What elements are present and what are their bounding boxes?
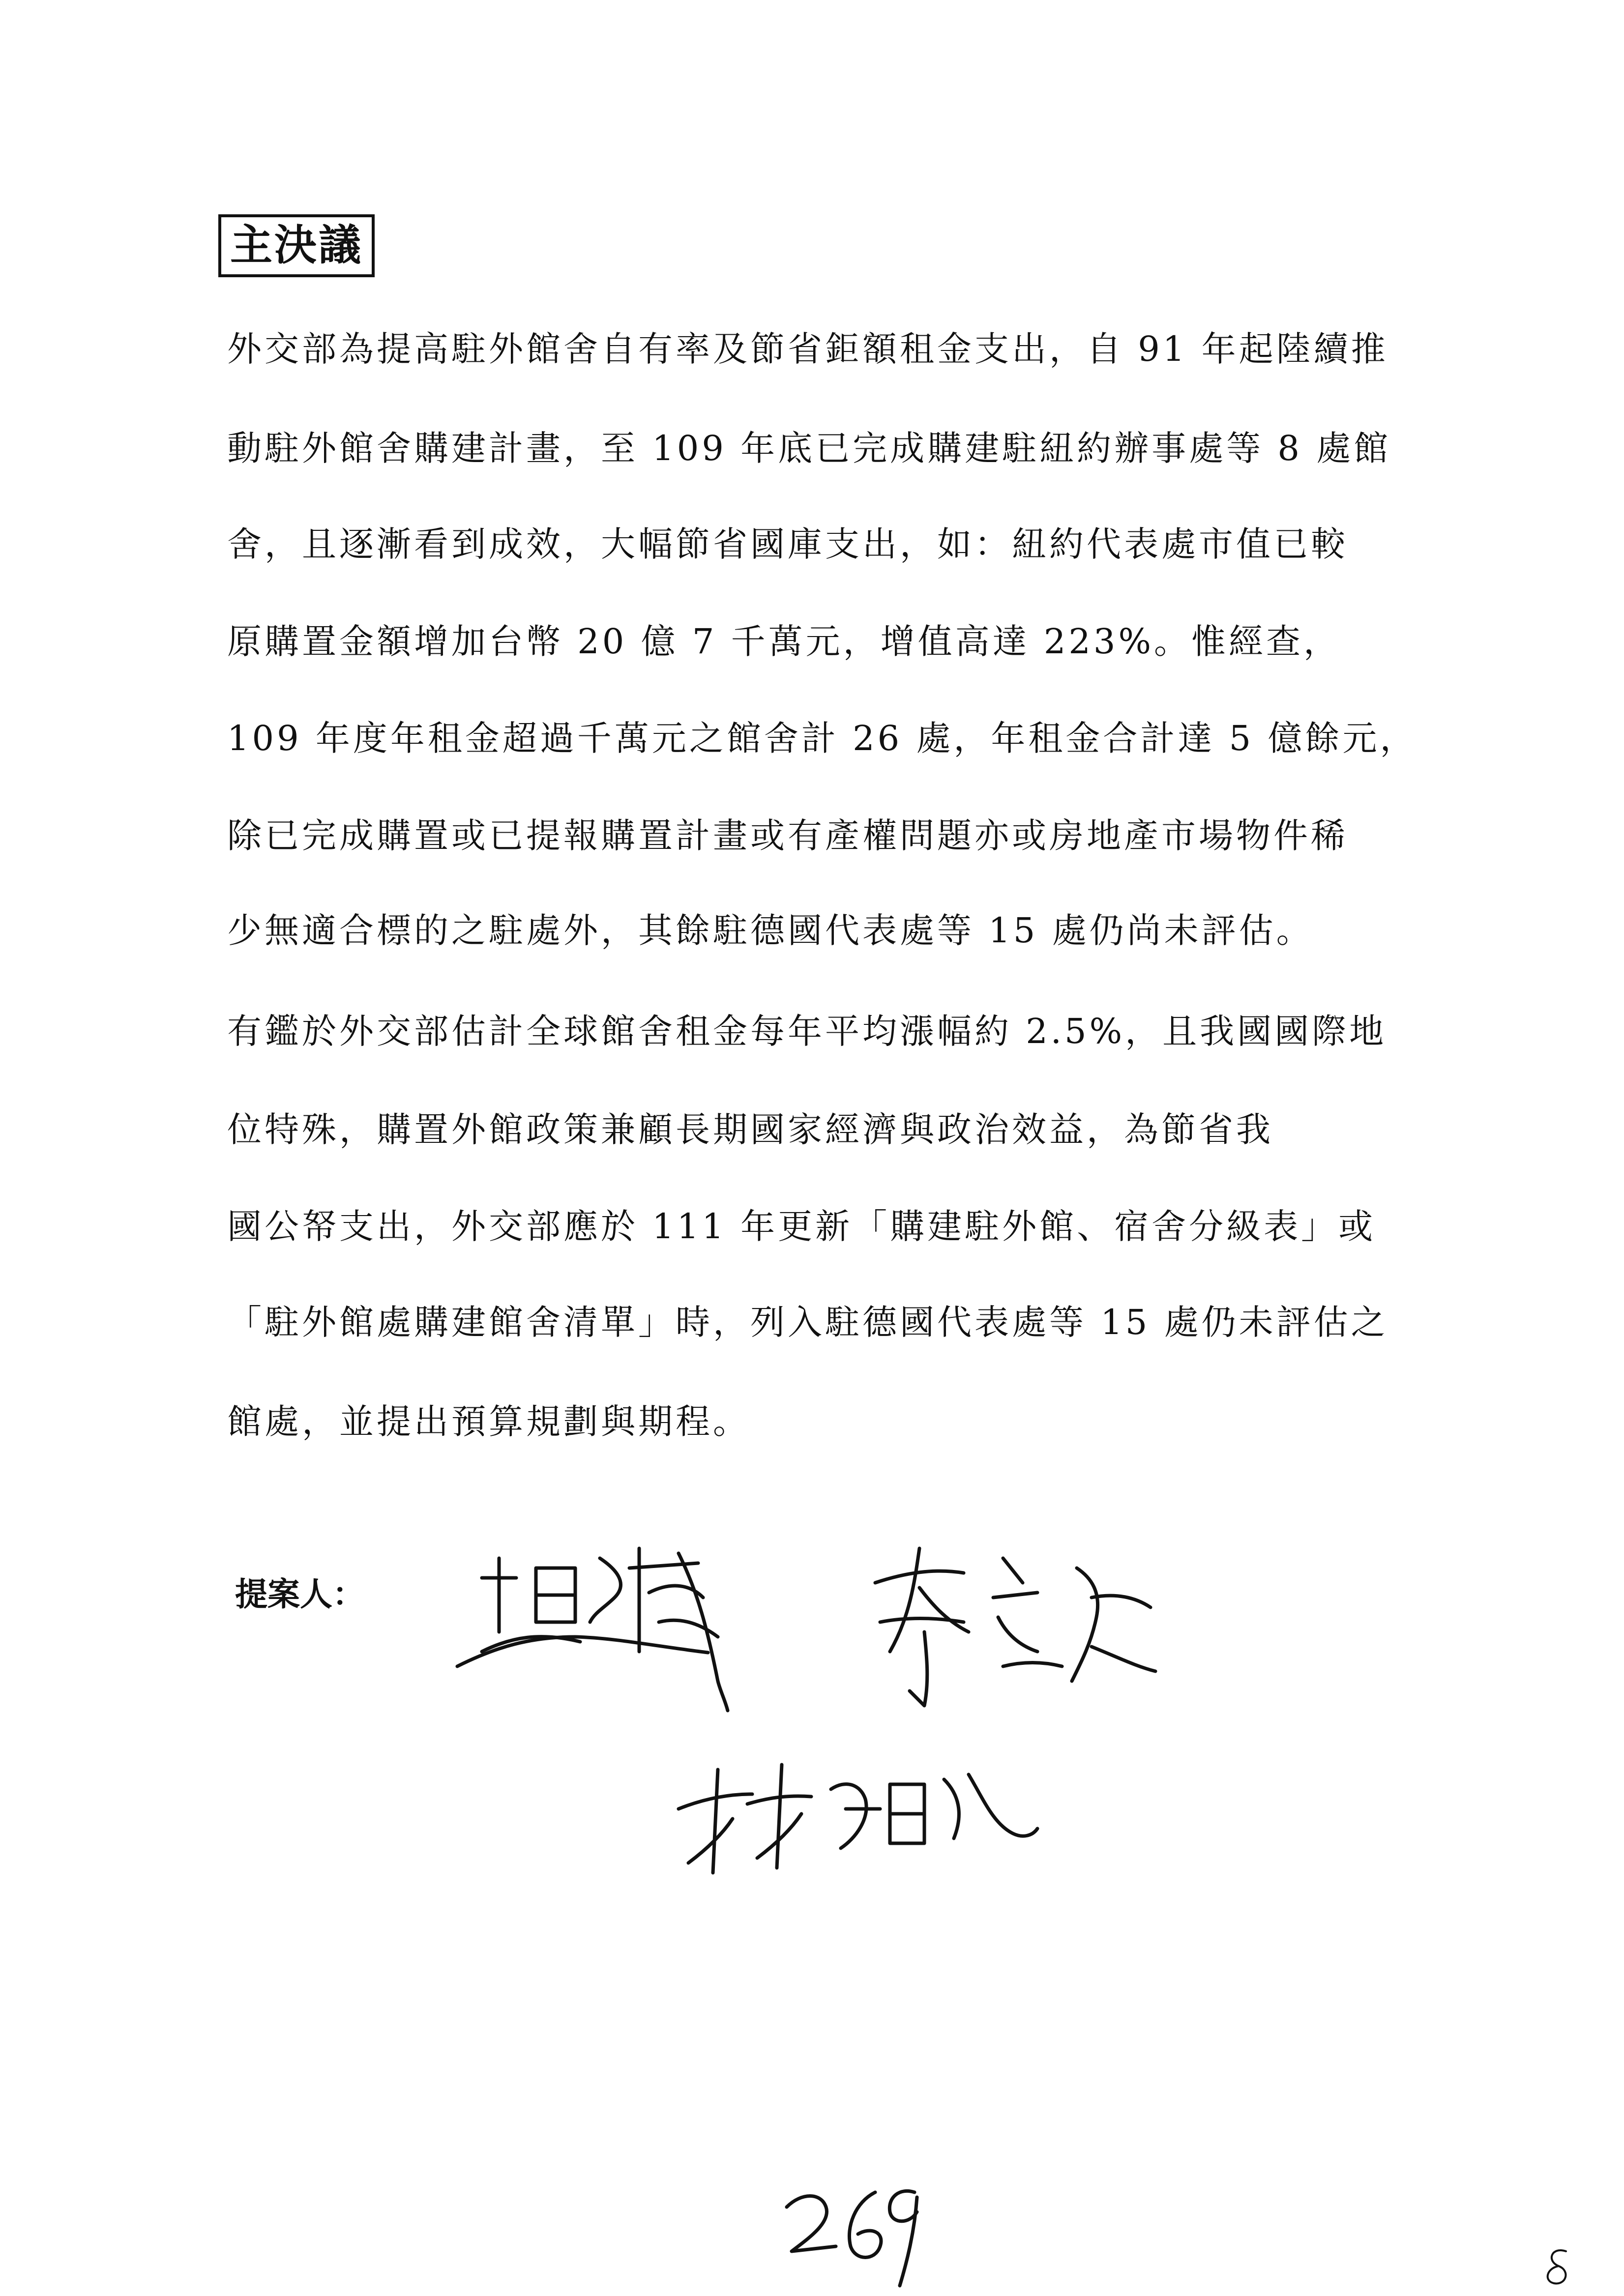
paragraph-line: 除已完成購置或已提報購置計畫或有產權問題亦或房地產市場物件稀 <box>227 815 1348 856</box>
signature-1 <box>452 1524 797 1720</box>
paragraph-line: 109 年度年租金超過千萬元之館舍計 26 處，年租金合計達 5 億餘元， <box>227 718 1417 758</box>
paragraph-line: 原購置金額增加台幣 20 億 7 千萬元，增值高達 223%。惟經查， <box>227 621 1341 662</box>
paragraph-line: 位特殊，購置外館政策兼顧長期國家經濟與政治效益，為節省我 <box>227 1109 1273 1150</box>
paragraph-line: 動駐外館舍購建計畫，至 109 年底已完成購建駐紐約辦事處等 8 處館 <box>227 428 1391 468</box>
section-title-box: 主決議 <box>218 214 375 277</box>
signature-3 <box>669 1750 1042 1897</box>
paragraph-line: 國公帑支出，外交部應於 111 年更新「購建駐外館、宿舍分級表」或 <box>227 1206 1376 1247</box>
paragraph-line: 少無適合標的之駐處外，其餘駐德國代表處等 15 處仍尚未評估。 <box>227 910 1314 951</box>
paragraph-line: 館處，並提出預算規劃與期程。 <box>227 1401 750 1442</box>
handwritten-page-number <box>782 2173 929 2291</box>
paragraph-line: 有鑑於外交部估計全球館舍租金每年平均漲幅約 2.5%，且我國國際地 <box>227 1011 1387 1051</box>
corner-handwritten-mark <box>1536 2241 1586 2291</box>
proposer-label: 提案人： <box>235 1575 365 1613</box>
paragraph-line: 「駐外館處購建館舍清單」時，列入駐德國代表處等 15 處仍未評估之 <box>227 1302 1388 1342</box>
signature-2 <box>860 1539 1165 1715</box>
paragraph-line: 舍，且逐漸看到成效，大幅節省國庫支出，如：紐約代表處市值已較 <box>227 524 1348 564</box>
paragraph-line: 外交部為提高駐外館舍自有率及節省鉅額租金支出，自 91 年起陸續推 <box>227 329 1388 369</box>
